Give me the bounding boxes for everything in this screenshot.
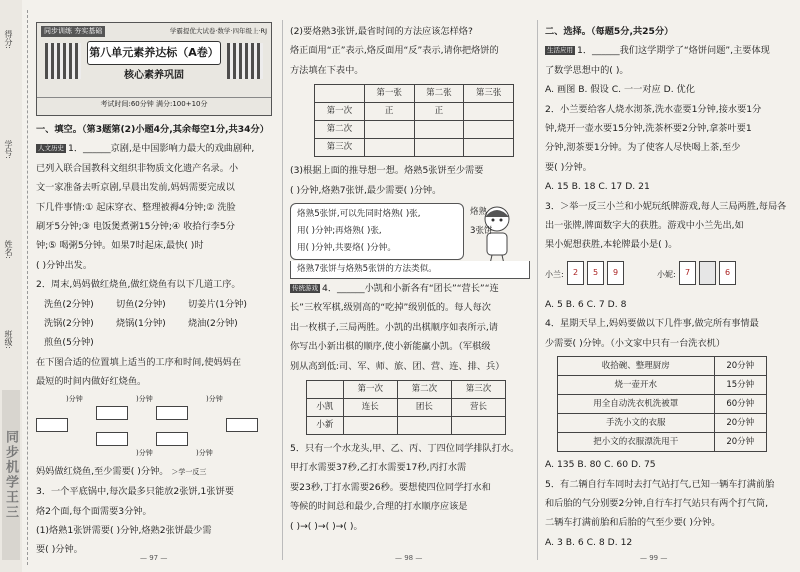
table-cell[interactable] [414, 121, 464, 139]
page-number: — 99 — [640, 554, 668, 562]
name-label: 姓名: [4, 240, 13, 259]
table-cell[interactable] [343, 417, 397, 435]
table-cell[interactable] [364, 139, 414, 157]
page-number: — 98 — [395, 554, 423, 562]
table-cell[interactable] [397, 417, 451, 435]
question-line: 等候的时间总和最少,合理的打水顺序应该是 [290, 501, 468, 513]
binding-strip [0, 0, 22, 572]
flow-box[interactable] [156, 432, 188, 446]
flow-label: )分钟 [66, 394, 83, 403]
series-label: 学霸提优大试卷·数学·四年级上·RJ [169, 27, 267, 35]
table-header [315, 85, 365, 103]
question-line: 钟;⑤ 喝粥5分钟。如果7时起床,最快( )时 [36, 240, 204, 252]
table-cell[interactable] [414, 139, 464, 157]
question-line: 3．一个平底锅中,每次最多只能放2张饼,1张饼要 [36, 486, 234, 498]
table-header: 第二次 [397, 381, 451, 399]
question-line: 4．星期天早上,妈妈要做以下几件事,做完所有事情最 [545, 318, 759, 330]
table-cell: 正 [364, 103, 414, 121]
table-cell: 第一次 [315, 103, 365, 121]
question-line: 2．小兰要给客人烧水沏茶,洗水壶要1分钟,接水要1分 [545, 103, 762, 115]
pancake-table [314, 84, 514, 157]
question-line: 钟,烧开一壶水要15分钟,洗茶杯要2分钟,拿茶叶要1 [545, 123, 752, 135]
table-cell: 正 [414, 103, 464, 121]
step-item: 切鱼(2分钟) [116, 298, 166, 310]
question-line: 生活应用 1．______我们这学期学了“烙饼问题”,主要体现 [547, 45, 770, 57]
column-1 [36, 22, 272, 560]
table-cell: 第二次 [315, 121, 365, 139]
question-line: 和后胎的气分别要2分钟,自行车打气站只有两个打气筒, [545, 497, 768, 509]
face-down-card [699, 261, 716, 285]
question-line: (3)根据上面的推导想一想。烙熟5张饼至少需要 [290, 165, 484, 177]
flow-label: )分钟 [196, 448, 213, 457]
question-line: 最短的时间内做好红烧鱼。 [36, 376, 147, 388]
chores-table [557, 356, 767, 452]
topic-badge: 生活应用 [547, 46, 573, 55]
exam-title: 第八单元素养达标（A卷） [87, 41, 221, 65]
table-cell: 15分钟 [714, 376, 766, 395]
question-line: ( )分钟出发。 [36, 259, 93, 271]
section-fill-blank: 一、填空。（第3题第(2)小题4分,其余每空1分,共34分） [36, 124, 269, 135]
question-line: (1)烙熟1张饼需要( )分钟,烙熟2张饼最少需 [36, 524, 212, 536]
hint-bubble: 烙熟5张饼,可以先同时烙熟( )张, 用( )分钟;再烙熟( )张, 用( )分钟,共要烙( )分钟。 [290, 203, 464, 260]
question-line: 要( )分钟。 [36, 544, 83, 556]
bubble-note: 烙熟 [470, 207, 488, 218]
topic-badge: 人文历史 [38, 144, 64, 153]
question-line: 2．周末,妈妈做红烧鱼,做红烧鱼有以下几道工序。 [36, 279, 241, 291]
table-header: 第三张 [464, 85, 514, 103]
column-3 [545, 22, 787, 552]
bubble-note: 烙熟7张饼与烙熟5张饼的方法类似。 [290, 261, 530, 279]
flow-box[interactable] [96, 432, 128, 446]
table-header [307, 381, 344, 399]
step-item: 烧锅(1分钟) [116, 318, 166, 330]
page-number: — 97 — [140, 554, 168, 562]
table-header: 第一次 [343, 381, 397, 399]
header-tag: 同步训练 夯实基础 [41, 26, 105, 37]
hint-bubble-area [290, 203, 530, 279]
flow-label: )分钟 [136, 448, 153, 457]
question-line: 要23秒,丁打水需要26秒。要想使四位同学打水和 [290, 481, 491, 493]
topic-badge: 传统游戏 [292, 284, 318, 293]
step-list [36, 295, 272, 353]
question-line: 人文历史 1．______京剧,是中国影响力最大的戏曲剧种, [38, 143, 255, 155]
question-line: 下几件事情:① 起床穿衣、整理被褥4分钟;② 洗脸 [36, 201, 236, 213]
table-cell: 小新 [307, 417, 344, 435]
choice-options: A. 5 B. 6 C. 7 D. 8 [545, 298, 627, 310]
flow-box[interactable] [226, 418, 258, 432]
table-cell: 收拾碗、整理厨房 [558, 357, 715, 376]
question-line: 5．只有一个水龙头,甲、乙、丙、丁四位同学排队打水。 [290, 443, 520, 455]
table-cell: 20分钟 [714, 357, 766, 376]
bubble-note: 3张饼 [470, 226, 493, 237]
table-cell: 60分钟 [714, 395, 766, 414]
class-label: 班级: [4, 330, 13, 349]
choice-options: A. 135 B. 80 C. 60 D. 75 [545, 459, 656, 471]
section-choice: 二、选择。（每题5分,共25分） [545, 26, 674, 37]
question-line: 要( )分钟。 [545, 161, 592, 173]
question-line: 烙正面用“正”表示,烙反面用“反”表示,请你把烙饼的 [290, 45, 499, 57]
score-label: 得分: [4, 30, 13, 49]
question-line: 了数学思想中的( )。 [545, 64, 629, 76]
question-line: 在下图合适的位置填上适当的工序和时间,使妈妈在 [36, 356, 242, 368]
table-cell[interactable] [464, 139, 514, 157]
question-line: 甲打水需要37秒,乙打水需要17秒,丙打水需 [290, 462, 467, 474]
question-line: 少需要( )分钟。（小文家中只有一台洗衣机） [545, 337, 726, 349]
column-divider [537, 20, 538, 560]
question-line: 妈妈做红烧鱼,至少需要( )分钟。 ＞学一反三 [36, 465, 207, 477]
table-cell: 手洗小文的衣服 [558, 414, 715, 433]
playing-card: 6 [719, 261, 736, 285]
exam-subtitle: 核心素养巩固 [124, 70, 184, 81]
table-cell: 把小文的衣服漂洗甩干 [558, 433, 715, 452]
flow-label: )分钟 [206, 394, 223, 403]
question-line: 已列入联合国教科文组织非物质文化遗产名录。小 [36, 162, 239, 174]
question-line: 你写出小新出棋的顺序,使小新能赢小凯。（军棋级 [290, 341, 491, 353]
cut-line [27, 10, 28, 565]
table-cell[interactable] [464, 103, 514, 121]
flow-label: )分钟 [136, 394, 153, 403]
table-header: 第三次 [451, 381, 505, 399]
playing-card: 7 [679, 261, 696, 285]
playing-cards-figure [545, 255, 787, 305]
table-cell: 小凯 [307, 399, 344, 417]
column-divider [282, 20, 283, 560]
table-cell: 团长 [397, 399, 451, 417]
question-line: 出一枚棋子,三局两胜。小凯的出棋顺序如表所示,请 [290, 321, 498, 333]
question-line: 长”三枚军棋,级别高的“吃掉”级别低的。每人每次 [290, 302, 491, 314]
table-cell[interactable] [451, 417, 505, 435]
table-cell[interactable] [464, 121, 514, 139]
question-line: 方法填在下表中。 [290, 64, 364, 76]
question-line: 传统游戏 4．______小凯和小新各有“团长”“营长”“连 [292, 283, 499, 295]
exam-header [36, 22, 272, 116]
question-line: 二辆车打满前胎和后胎的气至少要( )分钟。 [545, 517, 721, 529]
question-line: ( )分钟,烙熟7张饼,最少需要( )分钟。 [290, 184, 442, 196]
question-line: 3．＞举一反三小兰和小妮玩纸牌游戏,每人三局两胜,每局各 [545, 200, 787, 212]
question-line: 5．有二辆自行车同时去打气站打气,已知一辆车打满前胎 [545, 478, 775, 490]
cards-label: 小兰: [545, 269, 564, 279]
table-cell: 20分钟 [714, 414, 766, 433]
question-line: 刷牙5分钟;③ 电饭煲煮粥15分钟;④ 收拾行李5分 [36, 221, 235, 233]
column-2 [290, 22, 530, 536]
process-flow-diagram [36, 392, 272, 462]
step-item: 洗锅(2分钟) [44, 318, 94, 330]
question-line: 别从高到低:司、军、师、旅、团、营、连、排、兵） [290, 360, 505, 372]
step-item: 洗鱼(2分钟) [44, 298, 94, 310]
question-line: 烙2个面,每个面需要3分钟。 [36, 505, 152, 517]
table-header: 第二张 [414, 85, 464, 103]
flow-box[interactable] [36, 418, 68, 432]
playing-card: 2 [567, 261, 584, 285]
table-header: 第一张 [364, 85, 414, 103]
table-cell: 烧一壶开水 [558, 376, 715, 395]
hint-tag: ＞学一反三 [171, 467, 207, 476]
playing-card: 5 [587, 261, 604, 285]
step-item: 切姜片(1分钟) [188, 298, 247, 310]
table-cell: 用全自动洗衣机洗被罩 [558, 395, 715, 414]
cards-label: 小妮: [657, 269, 676, 279]
step-item: 烧油(2分钟) [188, 318, 238, 330]
brand-band: 同步机学王三 [2, 390, 20, 560]
question-line: 文一家准备去听京剧,早晨出发前,妈妈需要完成以 [36, 182, 235, 194]
flow-box[interactable] [96, 406, 128, 420]
playing-card: 9 [607, 261, 624, 285]
table-cell: 20分钟 [714, 433, 766, 452]
flow-box[interactable] [156, 406, 188, 420]
student-id-label: 学号: [4, 140, 13, 159]
question-line: 出一张牌,牌面数字大的获胜。游戏中小兰先出,如 [545, 220, 744, 232]
chess-order-table [306, 380, 506, 435]
exam-meta: 考试时间:60分钟 满分:100+10分 [37, 97, 271, 110]
table-cell: 连长 [343, 399, 397, 417]
question-line: (2)要烙熟3张饼,最省时间的方法应该怎样烙? [290, 26, 473, 37]
question-line: 分钟,沏茶要1分钟。为了使客人尽快喝上茶,至少 [545, 142, 741, 154]
choice-options: A. 15 B. 18 C. 17 D. 21 [545, 181, 650, 193]
table-cell: 营长 [451, 399, 505, 417]
question-line: ( )→( )→( )→( )。 [290, 520, 363, 532]
choice-options: A. 画图 B. 假设 C. 一一对应 D. 优化 [545, 84, 695, 96]
table-cell[interactable] [364, 121, 414, 139]
table-cell: 第三次 [315, 139, 365, 157]
step-item: 煎鱼(5分钟) [44, 337, 94, 349]
choice-options: A. 3 B. 6 C. 8 D. 12 [545, 536, 633, 548]
question-line: 果小妮想获胜,本轮牌最小是( )。 [545, 239, 678, 251]
